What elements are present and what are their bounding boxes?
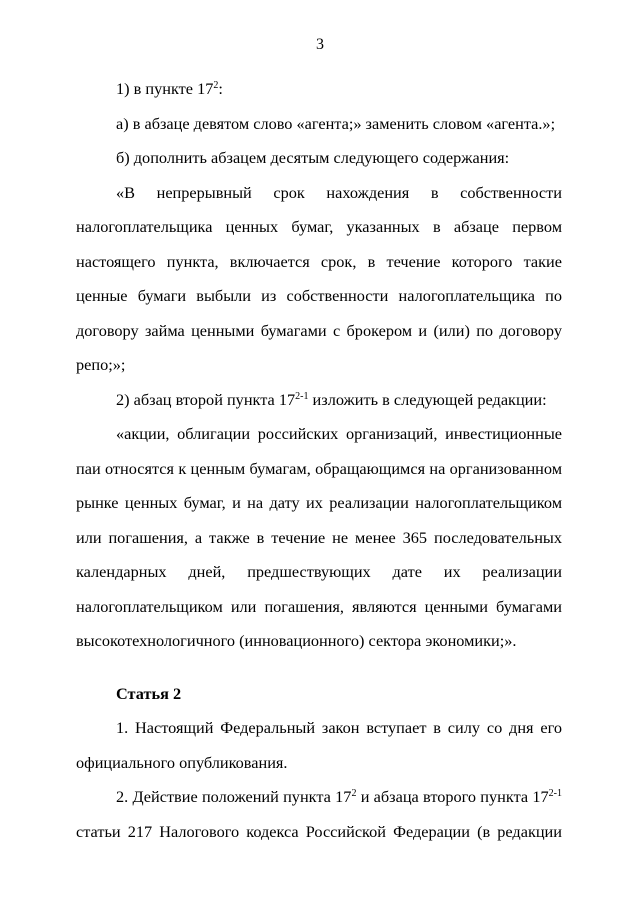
superscript: 2 (351, 788, 357, 799)
paragraph-text: и абзаца второго пункта 17 (356, 787, 549, 806)
page-number: 3 (316, 36, 324, 53)
paragraph-text: статьи 217 Налогового кодекса Российской Федерации (в редакции (76, 821, 562, 841)
paragraph-sub-a: а) в абзаце девятом слово «агента;» заменить словом «агента.»; (116, 113, 556, 133)
article-title: Статья 2 (116, 683, 182, 703)
spacer (76, 659, 562, 677)
paragraph-item-1 (76, 72, 562, 107)
paragraph-text: 1) в пункте 17 (116, 79, 214, 98)
superscript: 2 (213, 80, 219, 91)
paragraph-text: 2. Действие положений пункта 17 (116, 787, 352, 806)
paragraph-text: 2) абзац второй пункта 17 (116, 389, 296, 409)
paragraph-text-tail: изложить в следующей редакции: (308, 389, 547, 409)
paragraph-text-tail: : (218, 79, 223, 98)
document-body (76, 72, 562, 849)
paragraph-quote-1: «В непрерывный срок нахождения в собственности налогоплательщика ценных бумаг, указанных в абзаце первом настоящего пункта, включается срок, в течение которого такие ценные бумаги выбыли из собственности налогоплательщика по договору займа ценными бумагами с брокером и (или) по договору репо;»; (76, 182, 562, 374)
paragraph-article-2-item-1: 1. Настоящий Федеральный закон вступает в силу со дня его официального опубликования. (76, 718, 562, 772)
paragraph-quote-2: «акции, облигации российских организаций, инвестиционные паи относятся к ценным бумагам, обращающимся на организованном рынке ценных бумаг, и на дату их реализации налогоплательщиком или погашения, а также в течение не менее 365 последовательных календарных дней, предшествующих дате их реализации налогоплательщиком или погашения, являются ценными бумагами высокотехнологичного (инновационного) сектора экономики;». (76, 424, 562, 650)
paragraph-sub-b: б) дополнить абзацем десятым следующего содержания: (116, 148, 510, 167)
superscript: 2-1 (295, 390, 309, 402)
superscript: 2-1 (548, 788, 562, 799)
paragraph-article-2-item-2 (76, 780, 562, 849)
paragraph-item-2 (76, 383, 562, 418)
